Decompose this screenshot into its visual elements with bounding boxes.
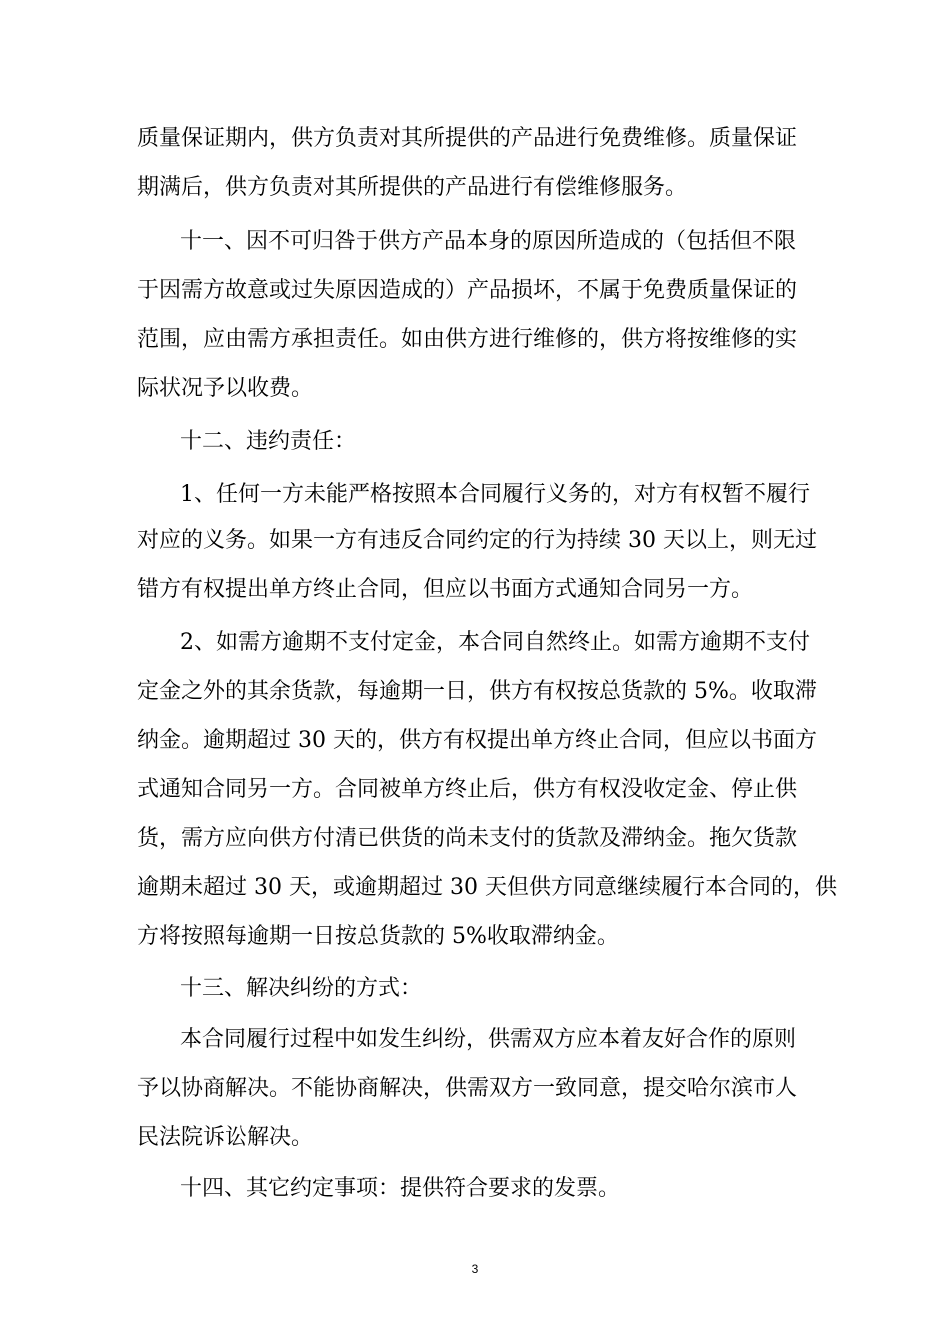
text-line: 逾期未超过 30 天，或逾期超过 30 天但供方同意继续履行本合同的，供 [137,875,837,900]
section-heading: 十三、解决纠纷的方式： [180,976,423,1001]
text-line: 方将按照每逾期一日按总货款的 5%收取滞纳金。 [137,924,619,949]
text-line: 期满后，供方负责对其所提供的产品进行有偿维修服务。 [137,175,688,200]
text-line: 民法院诉讼解决。 [137,1125,314,1150]
text-line: 质量保证期内，供方负责对其所提供的产品进行免费维修。质量保证 [137,126,798,151]
text-line: 货，需方应向供方付清已供货的尚未支付的货款及滞纳金。拖欠货款 [137,826,798,851]
text-line: 际状况予以收费。 [137,376,314,401]
text-line: 予以协商解决。不能协商解决，供需双方一致同意，提交哈尔滨市人 [137,1076,798,1101]
section-heading: 十二、违约责任： [180,429,357,454]
text-line: 对应的义务。如果一方有违反合同约定的行为持续 30 天以上，则无过 [137,528,817,553]
text-line: 定金之外的其余货款，每逾期一日，供方有权按总货款的 5%。收取滞 [137,679,817,704]
section-heading: 十四、其它约定事项：提供符合要求的发票。 [180,1176,621,1201]
text-line: 错方有权提出单方终止合同，但应以书面方式通知合同另一方。 [137,577,754,602]
text-line: 2、如需方逾期不支付定金，本合同自然终止。如需方逾期不支付 [180,630,810,655]
text-line: 于因需方故意或过失原因造成的）产品损坏，不属于免费质量保证的 [137,278,798,303]
text-line: 式通知合同另一方。合同被单方终止后，供方有权没收定金、停止供 [137,777,798,802]
text-line: 纳金。逾期超过 30 天的，供方有权提出单方终止合同，但应以书面方 [137,728,817,753]
text-line: 本合同履行过程中如发生纠纷，供需双方应本着友好合作的原则 [180,1027,797,1052]
text-line: 范围，应由需方承担责任。如由供方进行维修的，供方将按维修的实 [137,327,798,352]
text-line: 1、任何一方未能严格按照本合同履行义务的，对方有权暂不履行 [180,482,810,507]
page-number: 3 [471,1262,479,1276]
text-line: 十一、因不可归咎于供方产品本身的原因所造成的（包括但不限 [180,229,797,254]
